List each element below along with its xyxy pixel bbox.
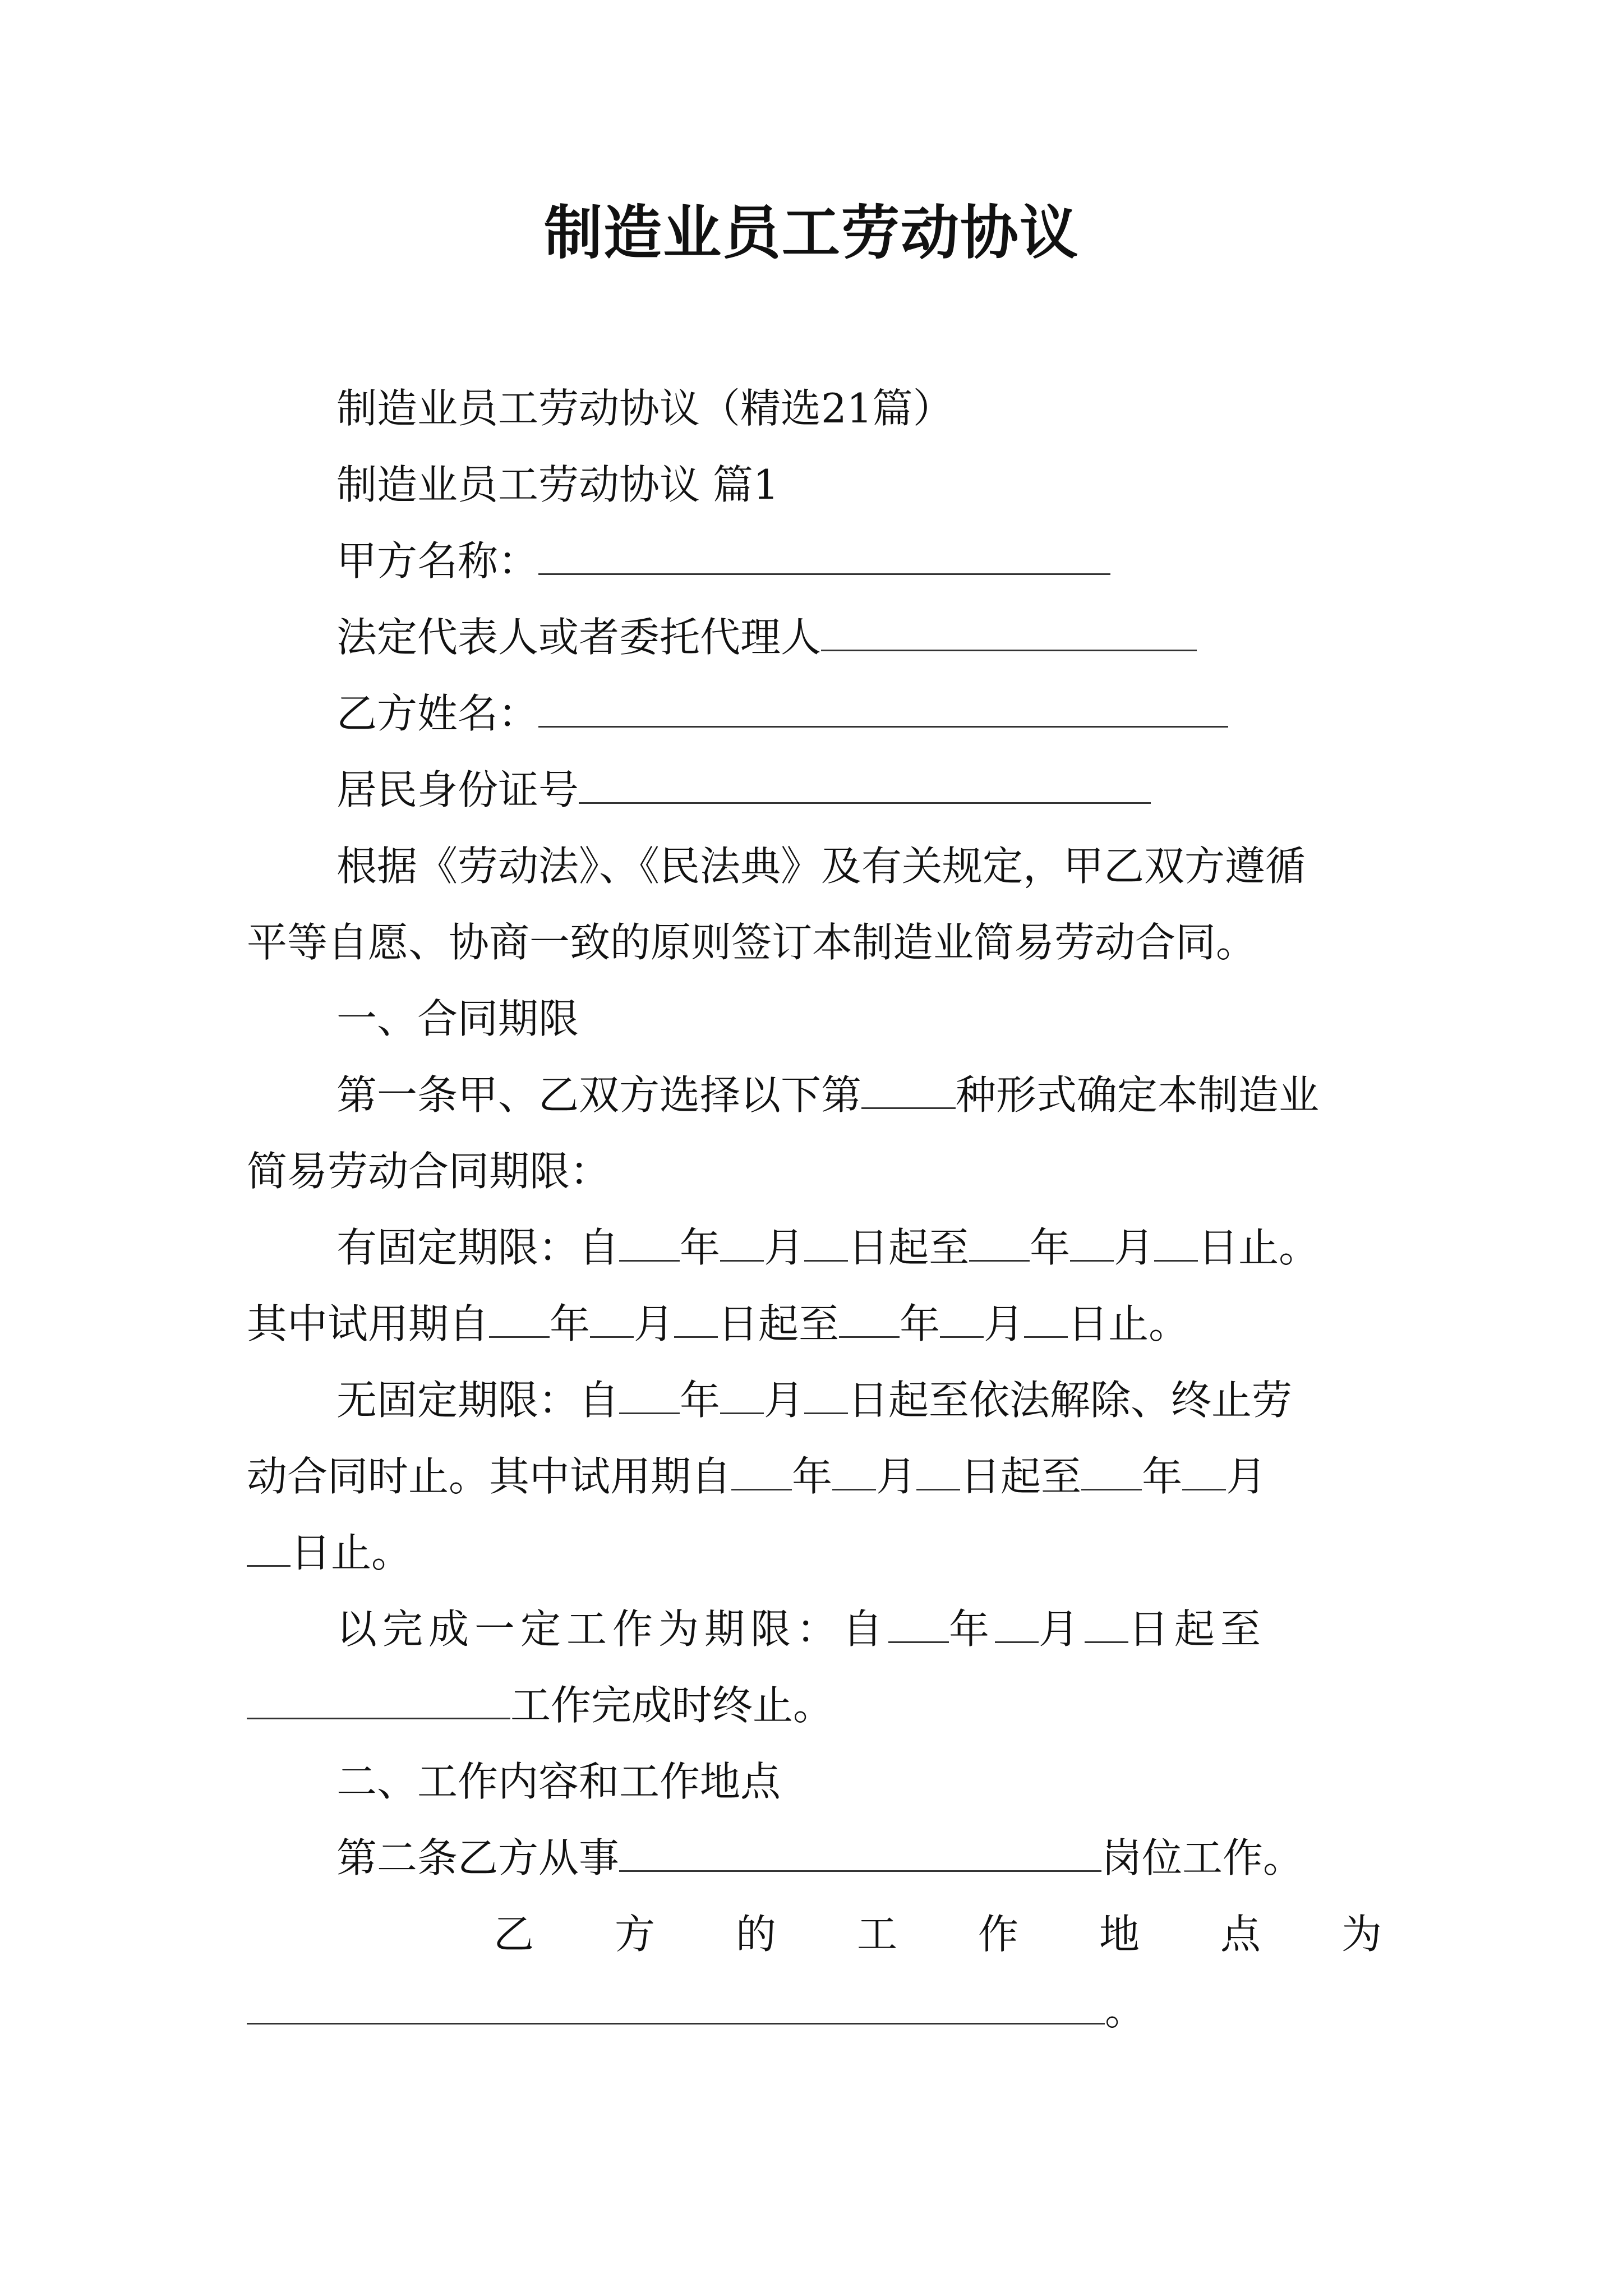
work-location-blank[interactable] bbox=[247, 1989, 1105, 2024]
day-blank[interactable] bbox=[1085, 1608, 1128, 1643]
contract-form-blank[interactable] bbox=[861, 1074, 956, 1109]
collection-title: 制造业员工劳动协议（精选21篇） bbox=[336, 385, 953, 432]
party-a-name-blank[interactable] bbox=[538, 540, 1110, 575]
year-text: 年 bbox=[680, 1224, 721, 1271]
party-b-name-blank[interactable] bbox=[538, 692, 1228, 728]
article1-line-2: 简易劳动合同期限： bbox=[247, 1148, 611, 1195]
year-blank[interactable] bbox=[839, 1303, 900, 1338]
preamble-line-1: 根据《劳动法》、《民法典》及有关规定，甲乙双方遵循 bbox=[336, 843, 1306, 890]
month-text: 月 bbox=[1039, 1605, 1085, 1653]
year-blank[interactable] bbox=[888, 1608, 949, 1643]
open-term-tail: 日起至依法解除、终止劳 bbox=[848, 1377, 1293, 1424]
day-blank[interactable] bbox=[804, 1379, 848, 1414]
year-blank[interactable] bbox=[619, 1226, 680, 1262]
month-blank[interactable] bbox=[1182, 1455, 1226, 1490]
day-blank[interactable] bbox=[804, 1226, 848, 1262]
task-completion-blank[interactable] bbox=[247, 1684, 510, 1719]
legal-rep-blank[interactable] bbox=[821, 616, 1197, 651]
month-blank[interactable] bbox=[720, 1226, 764, 1262]
year-blank[interactable] bbox=[489, 1303, 550, 1338]
period-text: 。 bbox=[1105, 1987, 1146, 2034]
open-term-line-3 bbox=[247, 1515, 1391, 1591]
section1-heading: 一、合同期限 bbox=[336, 995, 579, 1042]
document-title: 制造业员工劳动协议 bbox=[543, 199, 1079, 267]
article2-line bbox=[247, 1820, 1391, 1896]
article1-line-1 bbox=[247, 1057, 1391, 1133]
month-blank[interactable] bbox=[995, 1608, 1039, 1643]
open-term-label: 无固定期限：自 bbox=[336, 1377, 620, 1424]
year-text: 年 bbox=[680, 1377, 721, 1424]
open-term-line-2 bbox=[247, 1438, 1391, 1515]
month-text: 月 bbox=[764, 1377, 805, 1424]
month-text: 月 bbox=[1114, 1224, 1155, 1271]
open-term-probation-prefix: 动合同时止。其中试用期自 bbox=[247, 1453, 732, 1500]
day-blank[interactable] bbox=[1024, 1303, 1068, 1338]
from-to-text: 日起至 bbox=[960, 1453, 1082, 1500]
year-text: 年 bbox=[900, 1300, 940, 1347]
fixed-term-label: 有固定期限 bbox=[336, 1224, 539, 1271]
year-text: 年 bbox=[550, 1300, 591, 1347]
preamble-line-2: 平等自愿、协商一致的原则签订本制造业简易劳动合同。 bbox=[247, 919, 1257, 966]
task-term-end: 工作完成时终止。 bbox=[510, 1682, 834, 1729]
year-blank[interactable] bbox=[731, 1455, 792, 1490]
id-number-blank[interactable] bbox=[579, 769, 1151, 804]
year-blank[interactable] bbox=[969, 1226, 1030, 1262]
day-end-text: 日止。 bbox=[1068, 1300, 1189, 1347]
day-end-text: 日止。 bbox=[1198, 1224, 1320, 1271]
day-blank[interactable] bbox=[674, 1303, 718, 1338]
from-text: 自 bbox=[579, 1224, 620, 1271]
article2-prefix: 第二条乙方从事 bbox=[336, 1834, 620, 1881]
year-text: 年 bbox=[1142, 1453, 1183, 1500]
open-term-line-1 bbox=[247, 1362, 1391, 1438]
year-text: 年 bbox=[949, 1605, 995, 1653]
party-b-name-label: 乙方姓名： bbox=[336, 690, 539, 737]
year-text: 年 bbox=[1030, 1224, 1071, 1271]
position-blank[interactable] bbox=[619, 1837, 1101, 1872]
month-text: 月 bbox=[634, 1300, 675, 1347]
from-to-text: 日起至 bbox=[718, 1300, 840, 1347]
day-blank[interactable] bbox=[916, 1455, 960, 1490]
month-text: 月 bbox=[984, 1300, 1025, 1347]
month-blank[interactable] bbox=[940, 1303, 984, 1338]
task-term-label: 以完成一定工作为期限：自 bbox=[336, 1605, 889, 1653]
document-body bbox=[247, 370, 1463, 2049]
fixed-term-line bbox=[247, 1209, 1391, 1286]
task-term-line-1 bbox=[247, 1591, 1391, 1667]
legal-rep-label: 法定代表人或者委托代理人 bbox=[336, 614, 822, 661]
legal-rep-line bbox=[247, 599, 1391, 675]
article1-text-a: 第一条甲、乙双方选择以下第 bbox=[336, 1071, 862, 1119]
article2-suffix: 岗位工作。 bbox=[1101, 1834, 1304, 1881]
year-blank[interactable] bbox=[1081, 1455, 1142, 1490]
party-a-name-line bbox=[247, 523, 1391, 599]
article-heading: 制造业员工劳动协议 篇1 bbox=[336, 461, 779, 508]
article1-text-b: 种形式确定本制造业 bbox=[956, 1071, 1320, 1119]
party-b-name-line bbox=[247, 675, 1391, 752]
probation-line bbox=[247, 1286, 1391, 1362]
work-location-blank-line bbox=[247, 1972, 1391, 2049]
colon: ： bbox=[538, 1224, 579, 1271]
day-blank[interactable] bbox=[247, 1531, 291, 1567]
year-text: 年 bbox=[792, 1453, 833, 1500]
year-blank[interactable] bbox=[619, 1379, 680, 1414]
month-blank[interactable] bbox=[720, 1379, 764, 1414]
section2-heading: 二、工作内容和工作地点 bbox=[336, 1758, 781, 1805]
task-term-tail: 日起至 bbox=[1128, 1605, 1267, 1653]
task-term-line-2 bbox=[247, 1667, 1391, 1743]
month-text: 月 bbox=[876, 1453, 917, 1500]
month-text: 月 bbox=[1226, 1453, 1267, 1500]
month-blank[interactable] bbox=[832, 1455, 876, 1490]
day-end-text: 日止。 bbox=[291, 1529, 412, 1576]
id-number-line bbox=[247, 752, 1391, 828]
day-blank[interactable] bbox=[1154, 1226, 1198, 1262]
work-location-label-line: 乙方的工作地点为 bbox=[494, 1911, 1463, 1958]
party-a-name-label: 甲方名称： bbox=[336, 537, 539, 585]
from-to-text: 日起至 bbox=[848, 1224, 970, 1271]
id-number-label: 居民身份证号 bbox=[336, 766, 579, 813]
probation-prefix: 其中试用期自 bbox=[247, 1300, 490, 1347]
month-blank[interactable] bbox=[1070, 1226, 1114, 1262]
month-blank[interactable] bbox=[590, 1303, 634, 1338]
month-text: 月 bbox=[764, 1224, 805, 1271]
